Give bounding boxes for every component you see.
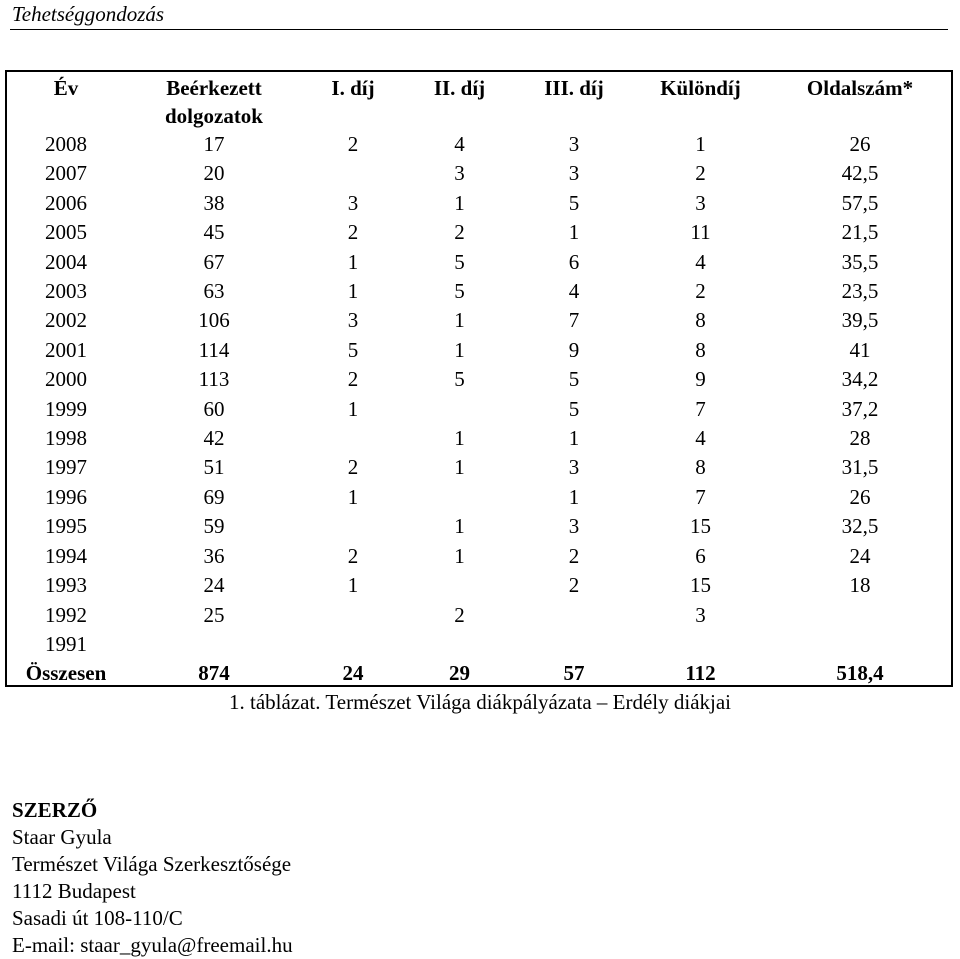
cell-special-prize: 7: [695, 484, 706, 509]
cell-second-prize: 1: [454, 514, 465, 539]
cell-third-prize: 7: [568, 308, 580, 333]
cell-special-prize: 2: [695, 279, 706, 304]
cell-special-prize: 8: [695, 337, 706, 362]
cell-second-prize: 4: [454, 132, 465, 156]
results-table: [7, 72, 951, 689]
column-header-special-prize: Különdíj: [660, 76, 741, 100]
cell-pages: 21,5: [841, 220, 879, 245]
table-row: [7, 512, 951, 541]
cell-third-prize: 3: [568, 132, 580, 156]
cell-special-prize: 3: [695, 602, 706, 627]
cell-submitted: 67: [203, 249, 225, 274]
cell-year: 2007: [45, 161, 87, 186]
cell-year: 2003: [45, 279, 87, 304]
page-header-title: Tehetséggondozás: [12, 2, 165, 26]
cell-submitted: 25: [203, 602, 225, 627]
cell-pages: 39,5: [841, 308, 879, 333]
cell-first-prize: 3: [347, 308, 359, 333]
cell-third-prize: 1: [568, 220, 580, 245]
total-first-prize: 24: [342, 661, 364, 686]
table-row: [7, 336, 951, 365]
cell-special-prize: 8: [695, 308, 706, 333]
cell-second-prize: [403, 483, 516, 512]
table-caption: 1. táblázat. Természet Világa diákpályázata – Erdély diákjai: [228, 690, 732, 714]
header-divider: [10, 29, 948, 30]
cell-second-prize: 1: [454, 337, 465, 362]
cell-third-prize: 4: [568, 279, 580, 304]
cell-pages: 57,5: [841, 190, 879, 215]
cell-pages: 35,5: [841, 249, 879, 274]
cell-submitted: 24: [203, 573, 225, 598]
table-row: [7, 248, 951, 277]
cell-first-prize: 2: [347, 455, 359, 480]
cell-submitted: 42: [203, 426, 225, 451]
cell-first-prize: [303, 159, 403, 188]
cell-second-prize: 1: [454, 190, 465, 215]
author-organization: Természet Világa Szerkesztősége: [12, 852, 292, 876]
cell-year: 1992: [45, 602, 87, 627]
column-header-third-prize: III. díj: [544, 76, 604, 100]
cell-submitted: 36: [203, 543, 225, 568]
table-row: [7, 424, 951, 453]
cell-year: 2008: [45, 132, 87, 156]
cell-first-prize: 2: [347, 220, 359, 245]
cell-first-prize: 5: [347, 337, 359, 362]
total-third-prize: 57: [563, 661, 585, 686]
cell-second-prize: 2: [454, 602, 465, 627]
cell-third-prize: 3: [568, 514, 580, 539]
cell-submitted: 63: [203, 279, 225, 304]
cell-special-prize: 3: [695, 190, 706, 215]
cell-pages: 41: [849, 337, 871, 362]
column-header-second-prize: II. díj: [433, 76, 486, 100]
column-header-pages: Oldalszám*: [806, 76, 914, 100]
cell-special-prize: 11: [690, 220, 711, 245]
total-year: Összesen: [25, 661, 107, 686]
cell-submitted: 59: [203, 514, 225, 539]
cell-year: 2006: [45, 190, 87, 215]
table-row: [7, 601, 951, 630]
cell-third-prize: 5: [568, 190, 580, 215]
cell-pages: 26: [849, 484, 871, 509]
cell-first-prize: 1: [347, 484, 359, 509]
table-row: [7, 218, 951, 247]
table-header-row: [7, 72, 951, 130]
cell-submitted: [125, 630, 303, 659]
cell-first-prize: [303, 601, 403, 630]
author-name: Staar Gyula: [12, 825, 112, 849]
table-total-row: [7, 659, 951, 688]
cell-first-prize: 2: [347, 543, 359, 568]
cell-year: 1991: [45, 631, 87, 656]
cell-second-prize: 5: [454, 249, 465, 274]
table-row: [7, 483, 951, 512]
cell-special-prize: 9: [695, 367, 706, 392]
cell-pages: 34,2: [841, 367, 879, 392]
cell-first-prize: [303, 630, 403, 659]
table-row: [7, 630, 951, 659]
cell-year: 2002: [45, 308, 87, 333]
table-row: [7, 277, 951, 306]
cell-year: 1996: [45, 484, 87, 509]
column-header-first-prize: I. díj: [331, 76, 375, 100]
cell-submitted: 113: [198, 367, 230, 392]
cell-second-prize: [403, 571, 516, 600]
author-city: 1112 Budapest: [12, 879, 136, 903]
cell-special-prize: 7: [695, 396, 706, 421]
cell-second-prize: 1: [454, 543, 465, 568]
table-row: [7, 571, 951, 600]
cell-first-prize: 1: [347, 249, 359, 274]
cell-special-prize: 1: [695, 132, 706, 156]
cell-special-prize: 2: [695, 161, 706, 186]
cell-year: 1993: [45, 573, 87, 598]
cell-second-prize: 1: [454, 455, 465, 480]
cell-second-prize: 3: [454, 161, 465, 186]
cell-submitted: 17: [203, 132, 225, 156]
cell-second-prize: 1: [454, 426, 465, 451]
cell-third-prize: 1: [568, 426, 580, 451]
table-row: [7, 159, 951, 188]
cell-special-prize: 15: [690, 573, 711, 598]
cell-pages: [769, 630, 951, 659]
cell-second-prize: [403, 630, 516, 659]
cell-second-prize: 5: [454, 367, 465, 392]
cell-first-prize: 2: [347, 132, 359, 156]
cell-second-prize: 5: [454, 279, 465, 304]
cell-year: 1994: [45, 543, 87, 568]
cell-first-prize: [303, 424, 403, 453]
table-row: [7, 306, 951, 335]
table-row: [7, 130, 951, 159]
cell-third-prize: 5: [568, 367, 580, 392]
cell-pages: 37,2: [841, 396, 879, 421]
column-header-year: Év: [53, 76, 79, 100]
cell-pages: 23,5: [841, 279, 879, 304]
cell-pages: [769, 601, 951, 630]
table-row: [7, 365, 951, 394]
cell-first-prize: [303, 512, 403, 541]
cell-pages: 42,5: [841, 161, 879, 186]
cell-special-prize: 8: [695, 455, 706, 480]
total-second-prize: 29: [449, 661, 470, 686]
cell-submitted: 51: [203, 455, 225, 480]
table-row: [7, 189, 951, 218]
cell-submitted: 60: [203, 396, 225, 421]
total-submitted: 874: [198, 661, 230, 686]
cell-third-prize: 5: [568, 396, 580, 421]
cell-submitted: 69: [203, 484, 225, 509]
cell-pages: 18: [849, 573, 871, 598]
cell-third-prize: 1: [568, 484, 580, 509]
cell-year: 2005: [45, 220, 87, 245]
cell-pages: 32,5: [841, 514, 879, 539]
cell-first-prize: 2: [347, 367, 359, 392]
cell-special-prize: 15: [690, 514, 711, 539]
cell-submitted: 114: [198, 337, 230, 362]
author-email: E-mail: staar_gyula@freemail.hu: [12, 933, 293, 957]
table-row: [7, 542, 951, 571]
cell-pages: 24: [849, 543, 871, 568]
cell-third-prize: 9: [568, 337, 580, 362]
cell-pages: 28: [849, 426, 871, 451]
author-street: Sasadi út 108-110/C: [12, 906, 183, 930]
table-body: [7, 130, 951, 689]
cell-first-prize: 1: [347, 279, 359, 304]
cell-first-prize: 3: [347, 190, 359, 215]
total-pages: 518,4: [836, 661, 884, 686]
cell-year: 2001: [45, 337, 87, 362]
author-heading: SZERZŐ: [12, 798, 98, 822]
cell-pages: 26: [849, 132, 871, 156]
cell-special-prize: [632, 630, 769, 659]
cell-year: 1995: [45, 514, 87, 539]
cell-third-prize: 2: [568, 543, 580, 568]
cell-year: 1997: [45, 455, 87, 480]
cell-submitted: 20: [203, 161, 225, 186]
cell-first-prize: 1: [347, 573, 359, 598]
cell-year: 1999: [45, 396, 87, 421]
cell-submitted: 38: [203, 190, 225, 215]
cell-year: 1998: [45, 426, 87, 451]
table-row: [7, 395, 951, 424]
cell-second-prize: [403, 395, 516, 424]
cell-year: 2000: [45, 367, 87, 392]
cell-special-prize: 4: [695, 249, 706, 274]
cell-year: 2004: [45, 249, 87, 274]
cell-first-prize: 1: [347, 396, 359, 421]
cell-third-prize: 6: [568, 249, 580, 274]
column-header-submitted: Beérkezett dolgozatok: [164, 76, 263, 128]
cell-second-prize: 1: [454, 308, 465, 333]
cell-third-prize: 2: [568, 573, 580, 598]
cell-special-prize: 6: [695, 543, 706, 568]
table-row: [7, 453, 951, 482]
cell-second-prize: 2: [454, 220, 465, 245]
author-block: [12, 797, 293, 959]
total-special-prize: 112: [685, 661, 716, 686]
cell-submitted: 45: [203, 220, 225, 245]
cell-third-prize: [516, 601, 632, 630]
cell-pages: 31,5: [841, 455, 879, 480]
cell-third-prize: 3: [568, 161, 580, 186]
cell-third-prize: [516, 630, 632, 659]
cell-special-prize: 4: [695, 426, 706, 451]
cell-submitted: 106: [198, 308, 230, 333]
cell-third-prize: 3: [568, 455, 580, 480]
